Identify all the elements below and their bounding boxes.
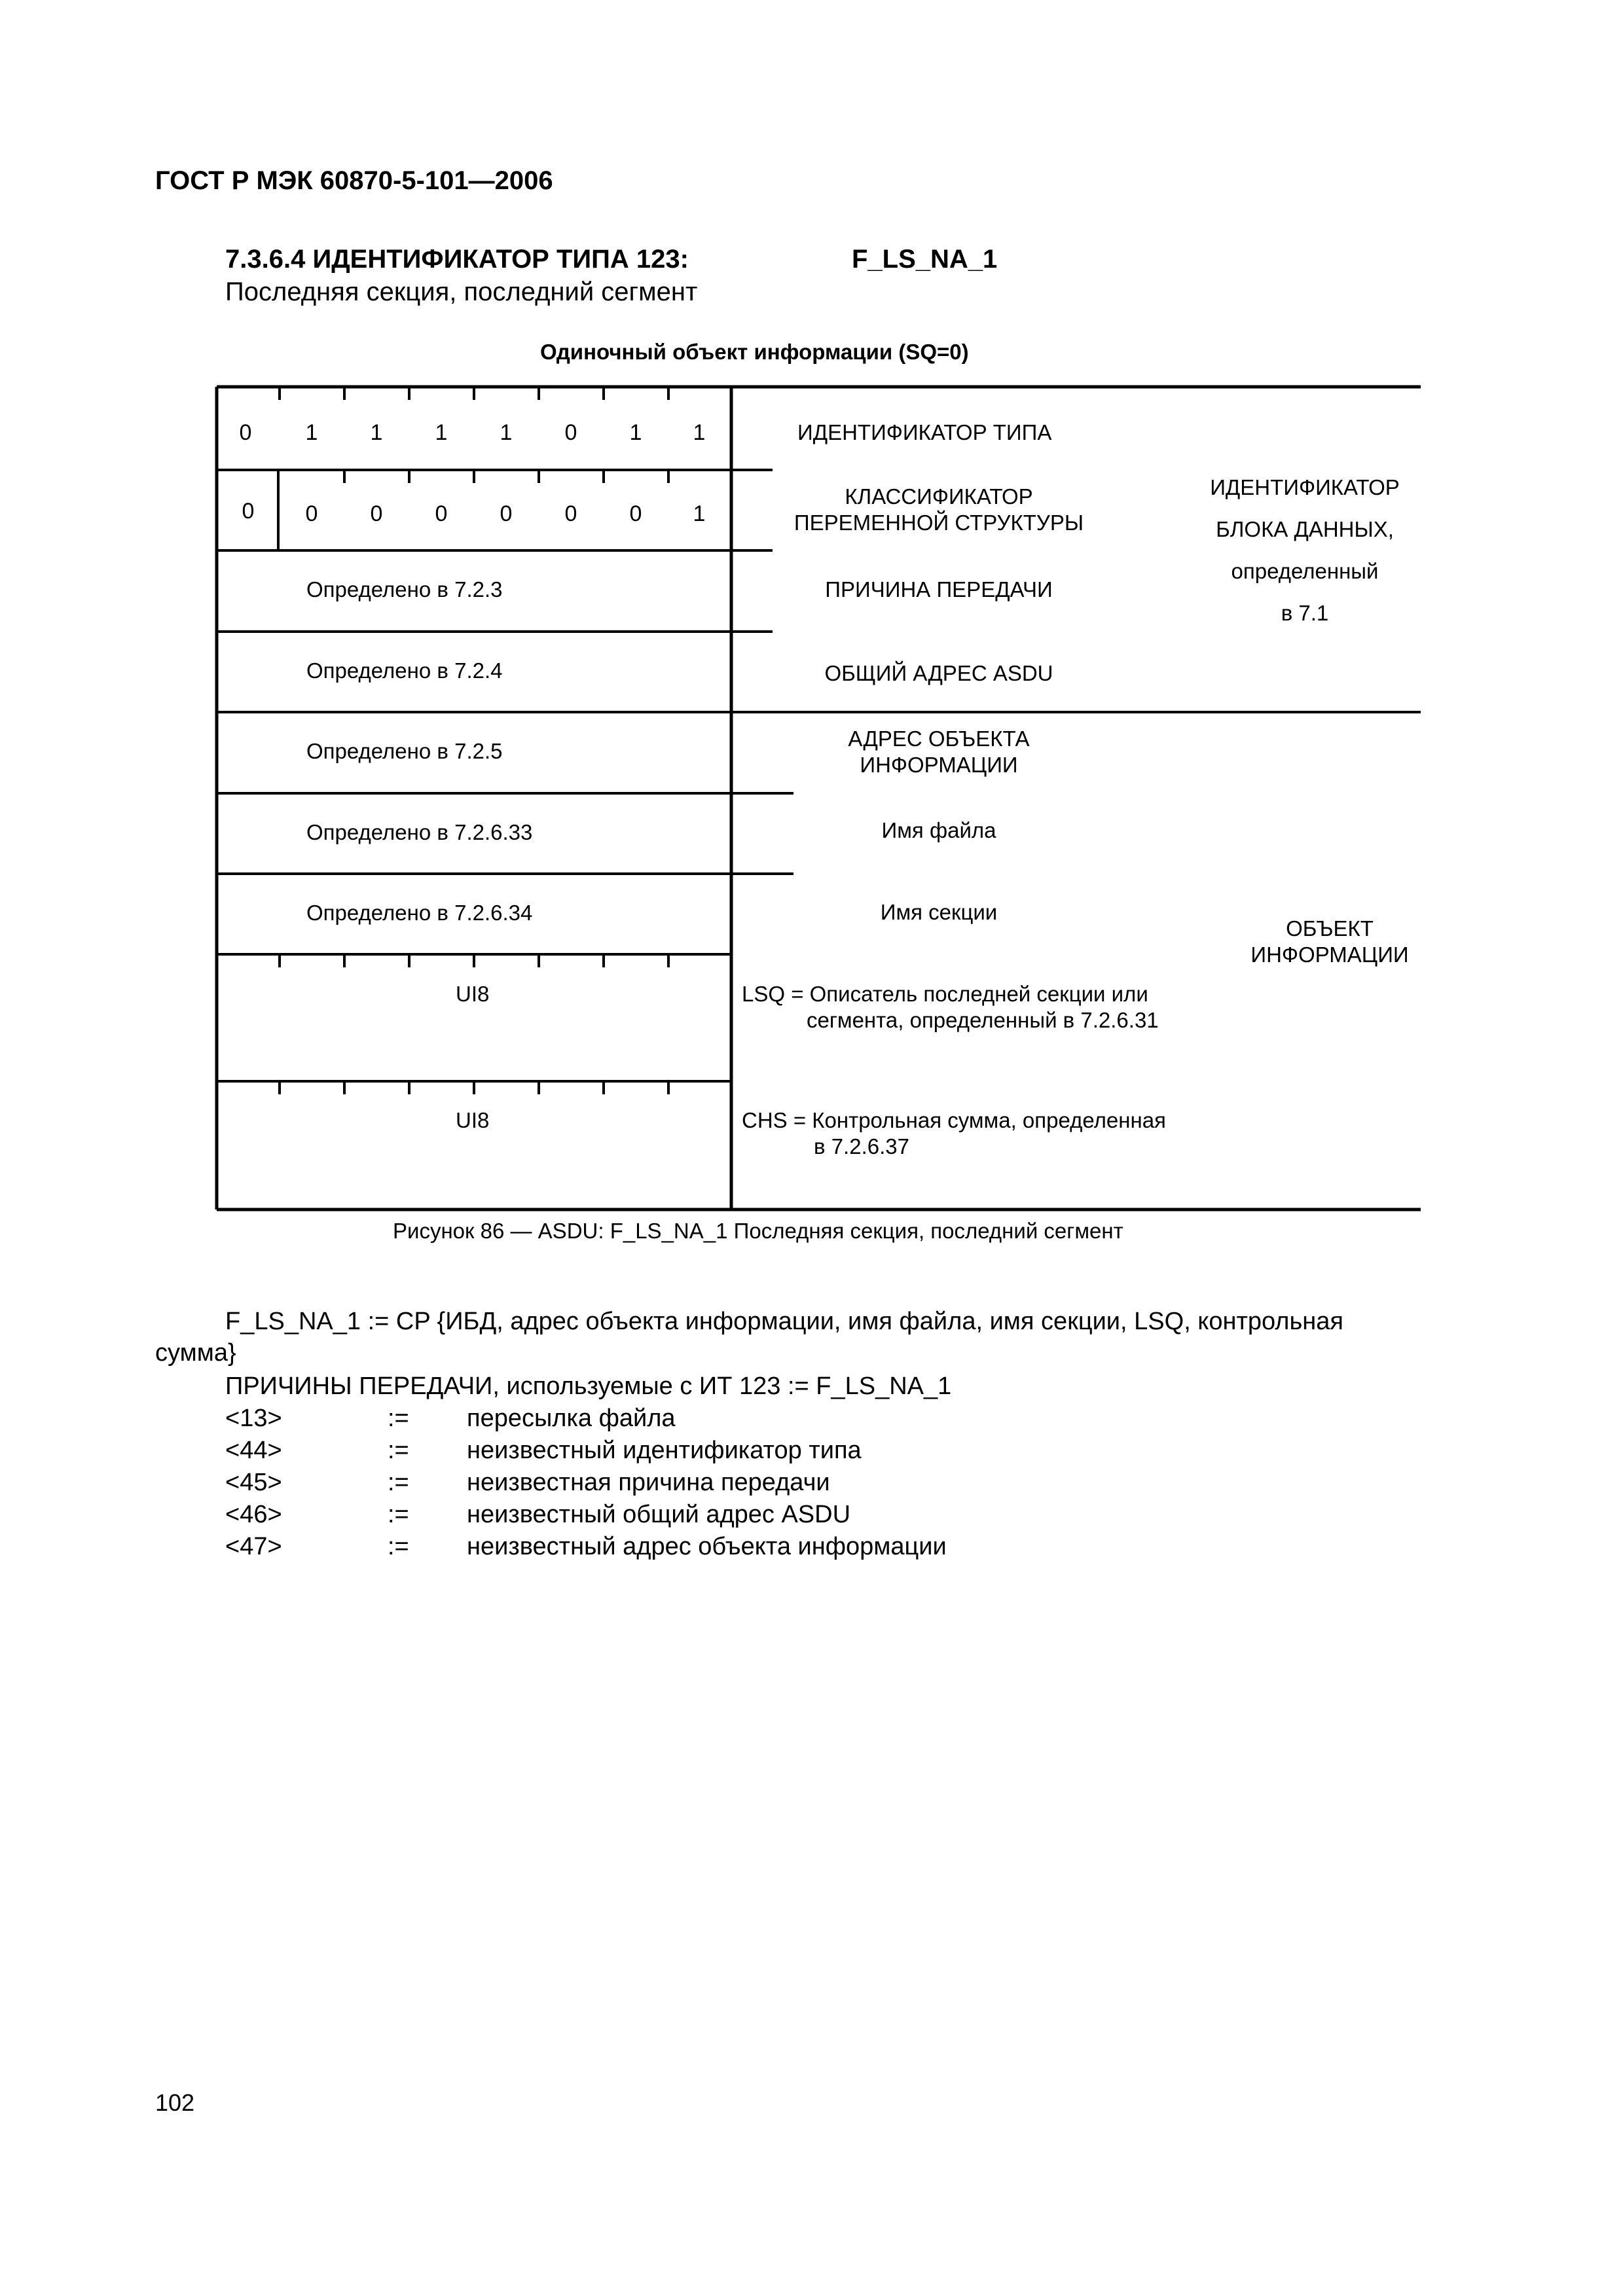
row1-bit: 1: [370, 420, 383, 445]
definition-line-1: F_LS_NA_1 := CP {ИБД, адрес объекта информации, имя файла, имя секции, LSQ, контрольная: [225, 1308, 1343, 1335]
label-obj-1: ОБЪЕКТ: [1286, 916, 1374, 941]
row1-bit: 1: [500, 420, 513, 445]
field-file-name: Определено в 7.2.6.33: [306, 820, 533, 844]
row1-bit: 0: [564, 420, 577, 445]
label-var-struct-1: КЛАССИФИКАТОР: [845, 484, 1033, 509]
row1-bit: 1: [629, 420, 642, 445]
label-lsq-2: сегмента, определенный в 7.2.6.31: [807, 1008, 1159, 1032]
cause-code: <45>: [225, 1469, 282, 1496]
cause-text: неизвестная причина передачи: [467, 1469, 830, 1496]
field-section-name: Определено в 7.2.6.34: [306, 901, 533, 925]
section-code: F_LS_NA_1: [852, 245, 998, 274]
cause-text: пересылка файла: [467, 1405, 676, 1432]
row2-bit: 0: [564, 501, 577, 526]
page-number: 102: [155, 2089, 195, 2116]
cause-code: <44>: [225, 1437, 282, 1464]
row2-bit: 0: [370, 501, 383, 526]
section-subtitle: Последняя секция, последний сегмент: [225, 278, 698, 306]
cause-op: :=: [388, 1533, 409, 1560]
row2-bit: 0: [500, 501, 513, 526]
row2-bit: 0: [305, 501, 318, 526]
figure-caption: Рисунок 86 — ASDU: F_LS_NA_1 Последняя секция, последний сегмент: [393, 1219, 1123, 1243]
field-lsq: UI8: [456, 982, 490, 1006]
cause-text: неизвестный адрес объекта информации: [467, 1533, 947, 1560]
label-file-name: Имя файла: [881, 818, 996, 842]
cause-op: :=: [388, 1405, 409, 1432]
label-ioa-1: АДРЕС ОБЪЕКТА: [848, 726, 1030, 751]
row2-bit: 0: [435, 501, 448, 526]
document-header: ГОСТ Р МЭК 60870-5-101—2006: [155, 166, 553, 195]
row2-bit: 0: [242, 499, 255, 524]
cause-op: :=: [388, 1437, 409, 1464]
row1-bit: 1: [693, 420, 706, 445]
label-section-name: Имя секции: [880, 900, 998, 924]
cause-code: <46>: [225, 1501, 282, 1528]
causes-title: ПРИЧИНЫ ПЕРЕДАЧИ, используемые с ИТ 123 := F_LS_NA_1: [225, 1372, 952, 1400]
label-cause: ПРИЧИНА ПЕРЕДАЧИ: [825, 577, 1053, 601]
cause-op: :=: [388, 1501, 409, 1528]
label-var-struct-2: ПЕРЕМЕННОЙ СТРУКТУРЫ: [793, 511, 1084, 535]
label-chs-1: CHS = Контрольная сумма, определенная: [742, 1108, 1166, 1132]
figure-title: Одиночный объект информации (SQ=0): [540, 340, 969, 364]
definition-line-2: сумма}: [155, 1339, 236, 1367]
cause-op: :=: [388, 1469, 409, 1496]
row1-bit: 1: [435, 420, 448, 445]
cause-text: неизвестный идентификатор типа: [467, 1437, 862, 1464]
label-chs-2: в 7.2.6.37: [814, 1134, 909, 1158]
cause-code: <47>: [225, 1533, 282, 1560]
row2-bit: 1: [693, 501, 706, 526]
field-cause: Определено в 7.2.3: [306, 577, 503, 601]
label-dui-2: БЛОКА ДАННЫХ,: [1216, 517, 1394, 541]
cause-text: неизвестный общий адрес ASDU: [467, 1501, 851, 1528]
row2-bit: 0: [629, 501, 642, 526]
label-obj-2: ИНФОРМАЦИИ: [1250, 942, 1409, 967]
field-common-addr: Определено в 7.2.4: [306, 658, 503, 683]
field-chs: UI8: [456, 1108, 490, 1132]
label-lsq-1: LSQ = Описатель последней секции или: [742, 982, 1148, 1006]
field-ioa: Определено в 7.2.5: [306, 739, 503, 763]
label-ioa-2: ИНФОРМАЦИИ: [860, 753, 1018, 777]
row1-bit: 0: [239, 420, 252, 445]
row1-bit: 1: [305, 420, 318, 445]
label-type-id: ИДЕНТИФИКАТОР ТИПА: [797, 420, 1052, 444]
label-dui-1: ИДЕНТИФИКАТОР: [1210, 475, 1400, 499]
label-dui-4: в 7.1: [1281, 601, 1329, 625]
section-title: 7.3.6.4 ИДЕНТИФИКАТОР ТИПА 123:: [225, 245, 689, 274]
cause-code: <13>: [225, 1405, 282, 1432]
label-common-addr: ОБЩИЙ АДРЕС ASDU: [824, 661, 1053, 685]
label-dui-3: определенный: [1231, 559, 1379, 583]
